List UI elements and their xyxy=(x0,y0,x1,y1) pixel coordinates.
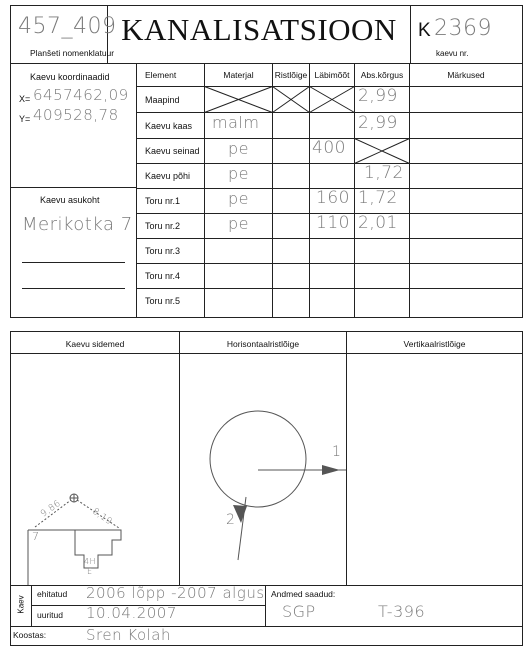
well-number-label: kaevu nr. xyxy=(436,49,469,58)
row-height-kaevu-pohi: 1,72 xyxy=(364,163,404,183)
pipe1-label: 1 xyxy=(332,444,342,460)
pipe1-arrow xyxy=(322,465,340,475)
data-ref-value: T-396 xyxy=(378,602,426,621)
sheet-nomenclature-value: 457_409 xyxy=(18,14,117,39)
col-element: Element xyxy=(145,70,177,80)
row-element-toru-5: Toru nr.5 xyxy=(145,296,181,306)
well-side-label: Kaev xyxy=(16,595,26,614)
well-number-value: 2369 xyxy=(434,16,492,41)
sheet-nomenclature-label: Planšeti nomenklatuur xyxy=(30,48,115,58)
coord-x-value: 6457462,09 xyxy=(33,86,129,104)
surveyed-value: 10.04.2007 xyxy=(86,604,177,622)
col-material: Materjal xyxy=(223,70,254,80)
location-label: Kaevu asukoht xyxy=(40,195,100,205)
sketch-dim2: 8,19 xyxy=(90,506,114,528)
section-vertical: Vertikaalristlõige xyxy=(403,339,466,349)
location-value: Merikotka 7 xyxy=(22,214,133,235)
row-material-kaevu-seinad: pe xyxy=(228,139,249,158)
row-element-toru-1: Toru nr.1 xyxy=(145,196,181,206)
author-label: Koostas: xyxy=(13,630,47,640)
col-cross-section: Ristlõige xyxy=(274,70,308,80)
surveyed-label: uuritud xyxy=(37,610,63,620)
sketch-house-sub: E xyxy=(87,567,93,576)
row-height-toru-1: 1,72 xyxy=(358,188,398,208)
row-element-toru-2: Toru nr.2 xyxy=(145,221,181,231)
row-diameter-kaevu-seinad: 400 xyxy=(312,138,346,158)
row-material-toru-2: pe xyxy=(228,214,249,233)
built-label: ehitatud xyxy=(37,589,68,599)
sketch-house-label: 4H xyxy=(84,557,97,566)
col-diameter: Läbimõõt xyxy=(314,70,350,80)
page-title: KANALISATSIOON xyxy=(121,12,397,47)
data-source-value: SGP xyxy=(282,602,316,621)
row-diameter-toru-2: 110 xyxy=(316,213,350,233)
row-element-toru-4: Toru nr.4 xyxy=(145,271,181,281)
col-abs-height: Abs.kõrgus xyxy=(360,70,404,80)
row-height-toru-2: 2,01 xyxy=(358,213,398,233)
row-material-kaevu-kaas: malm xyxy=(212,113,260,132)
row-element-kaevu-seinad: Kaevu seinad xyxy=(145,146,200,156)
sketch-house-num: 7 xyxy=(32,530,40,543)
well-prefix: K xyxy=(418,20,431,41)
row-element-kaevu-pohi: Kaevu põhi xyxy=(145,171,191,181)
row-material-kaevu-pohi: pe xyxy=(228,164,249,183)
pipe2-label: 2 xyxy=(226,512,236,528)
section-connections: Kaevu sidemed xyxy=(65,339,125,349)
row-element-toru-3: Toru nr.3 xyxy=(145,246,181,256)
row-height-kaevu-kaas: 2,99 xyxy=(358,113,398,133)
author-value: Sren Kolah xyxy=(86,626,171,644)
row-element-kaevu-kaas: Kaevu kaas xyxy=(145,121,193,131)
coord-x-prefix: X= xyxy=(19,94,31,104)
coord-y-prefix: Y= xyxy=(19,114,31,124)
col-remarks: Märkused xyxy=(447,70,485,80)
section-horizontal: Horisontaalristlõige xyxy=(226,339,300,349)
row-diameter-toru-1: 160 xyxy=(316,188,350,208)
row-height-maapind: 2,99 xyxy=(358,86,398,106)
coord-y-value: 409528,78 xyxy=(33,106,119,124)
built-value: 2006 lõpp -2007 algus xyxy=(86,584,265,602)
data-source-label: Andmed saadud: xyxy=(271,589,336,599)
coordinates-label: Kaevu koordinaadid xyxy=(30,72,110,82)
row-element-maapind: Maapind xyxy=(145,95,180,105)
row-material-toru-1: pe xyxy=(228,189,249,208)
sketch-dim1: 9,86 xyxy=(39,498,63,520)
